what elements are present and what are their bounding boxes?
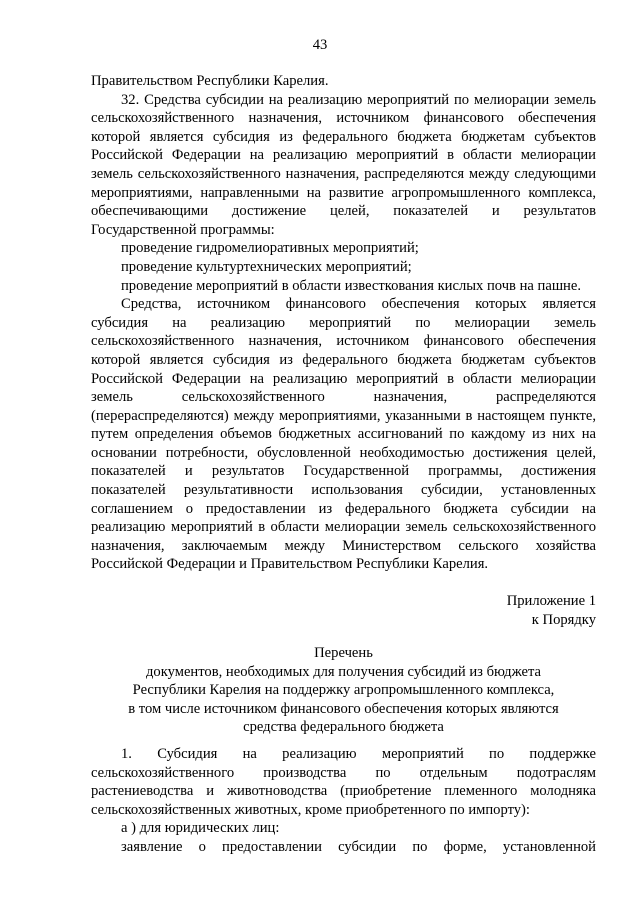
appendix-line: к Порядку xyxy=(531,611,596,628)
documents-section xyxy=(91,745,596,857)
appendix-line: Приложение 1 xyxy=(506,593,596,609)
title-line: документов, необходимых для получения субсидий из бюджета xyxy=(146,663,541,680)
list-title xyxy=(91,644,596,737)
section-paragraph: 1. Субсидия на реализацию мероприятий по поддержке сельскохозяйственного производства по отдельным подотраслям растениеводства и животноводства (приобретение племенного молодняка сельскохозяйственных животных, кроме приобретенного по импорту): xyxy=(91,746,596,818)
title-line: Перечень xyxy=(314,645,373,661)
section-subheading: а ) для юридических лиц: xyxy=(121,820,280,837)
page-number: 43 xyxy=(312,37,328,53)
list-item: проведение мероприятий в области известкования кислых почв на пашне. xyxy=(121,277,581,294)
paragraph: Правительством Республики Карелия. xyxy=(91,73,329,89)
list-item: проведение культуртехнических мероприятий; xyxy=(121,258,412,275)
title-line: в том числе источником финансового обеспечения которых являются xyxy=(128,700,559,717)
paragraph: Средства, источником финансового обеспечения которых является субсидия на реализацию мероприятий по мелиорации земель сельскохозяйственного назначения, источником финансового обеспечения которой является субсидия из федерального бюджета бюджетам субъектов Российской Федерации на реализацию мероприятий в области мелиорации земель сельскохозяйственного назначения, распределяются (перераспределяются) между мероприятиями, указанными в настоящем пункте, путем определения объемов бюджетных ассигнований по каждому из них на основании потребности, обусловленной необходимостью достижения целей, показателей и результатов Государственной программы, достижения показателей результативности использования субсидии, установленных соглашением о предоставлении из федерального бюджета субсидии на реализацию мероприятий в области мелиорации земель сельскохозяйственного назначения, заключаемым между Министерством сельского хозяйства Российской Федерации и Правительством Республики Карелия. xyxy=(91,296,596,573)
paragraph: 32. Средства субсидии на реализацию мероприятий по мелиорации земель сельскохозяйственного назначения, источником финансового обеспечения которой является субсидия из федерального бюджета бюджетам субъектов Российской Федерации на реализацию мероприятий в области мелиорации земель сельскохозяйственного назначения, распределяются между следующими мероприятиями, направленными на развитие агропромышленного комплекса, обеспечивающими достижение целей, показателей и результатов Государственной программы: xyxy=(91,91,596,238)
title-line: Республики Карелия на поддержку агропромышленного комплекса, xyxy=(132,682,555,699)
list-item: проведение гидромелиоративных мероприятий; xyxy=(121,240,419,257)
appendix-reference xyxy=(507,592,596,629)
section-paragraph: заявление о предоставлении субсидии по форме, установленной xyxy=(121,838,596,855)
title-line: средства федерального бюджета xyxy=(243,719,444,736)
body-text xyxy=(91,72,596,574)
